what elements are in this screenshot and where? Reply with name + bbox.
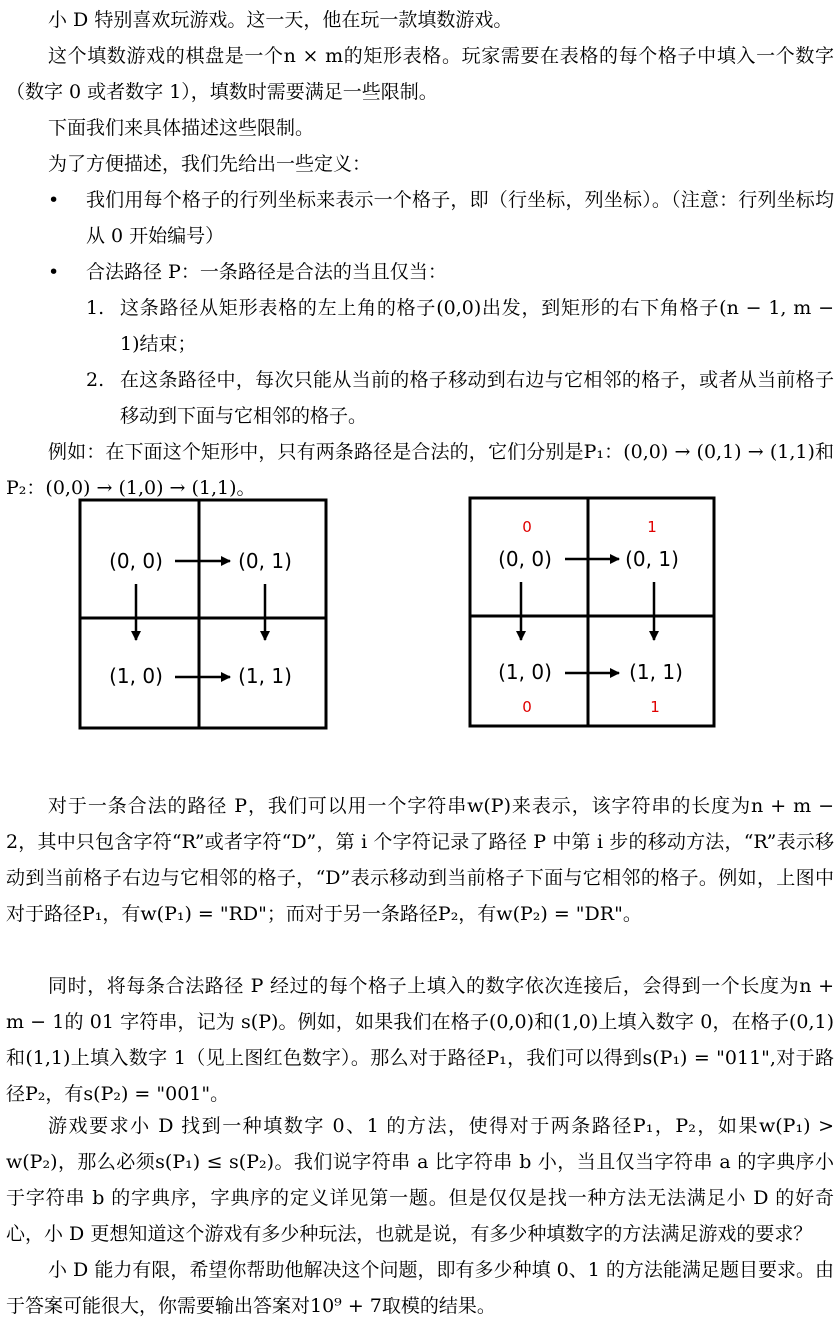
example-paths: 例如：在下面这个矩形中，只有两条路径是合法的，它们分别是P₁：(0,0) → (0,1) → (1,1)和P₂：(0,0) → (1,0) → (1,1)。 (6, 441, 834, 499)
cell-label: (0, 1) (238, 549, 292, 573)
path-string-definition: 对于一条合法的路径 P，我们可以用一个字符串w(P)来表示，该字符串的长度为n + m − 2，其中只包含字符“R”或者字符“D”，第 i 个字符记录了路径 P 中第 i 步的移动方法，“R”表示移动到当前格子右边与它相邻的格子，“D”表示移动到当前格子下面与它相邻的格子。例如，上图中对于路径P₁，有w(P₁) = "RD"；而对于另一条路径P₂，有w(P₂) = "DR"。 (6, 795, 834, 925)
left-grid (80, 500, 326, 728)
list-number: 2. (86, 369, 105, 391)
cell-label: (1, 1) (238, 664, 292, 688)
bullet-legal-path: 合法路径 P：一条路径是合法的当且仅当： (86, 261, 447, 283)
list-number: 1. (86, 297, 105, 319)
constraints-intro: 下面我们来具体描述这些限制。 (48, 117, 315, 139)
rule-moves: 在这条路径中，每次只能从当前的格子移动到右边与它相邻的格子，或者从当前格子移动到下面与它相邻的格子。 (120, 369, 834, 427)
right-grid (470, 498, 714, 726)
red-digit: 0 (522, 698, 532, 716)
cell-label: (0, 1) (625, 547, 679, 571)
red-digit: 0 (522, 518, 532, 536)
definitions-intro: 为了方便描述，我们先给出一些定义： (48, 153, 372, 175)
bullet-dot: • (48, 261, 60, 283)
intro-paragraph: 小 D 特别喜欢玩游戏。这一天，他在玩一款填数游戏。 (48, 9, 513, 31)
grid-figures (0, 480, 840, 750)
cell-label: (0, 0) (498, 547, 552, 571)
rule-start-end: 这条路径从矩形表格的左上角的格子(0,0)出发，到矩形的右下角格子(n − 1, m − 1)结束； (120, 297, 834, 355)
game-requirement: 游戏要求小 D 找到一种填数字 0、1 的方法，使得对于两条路径P₁，P₂，如果w(P₁) > w(P₂)，那么必须s(P₁) ≤ s(P₂)。我们说字符串 a 比字符串 b 小，当且仅当字符串 a 的字典序小于字符串 b 的字典序，字典序的定义详见第一题。但是仅仅是找一种方法无法满足小 D 的好奇心，小 D 更想知道这个游戏有多少种玩法，也就是说，有多少种填数字的方法满足游戏的要求？ (6, 1115, 834, 1245)
cell-label: (1, 0) (498, 660, 552, 684)
red-digit: 1 (650, 698, 660, 716)
cell-label: (1, 1) (629, 660, 683, 684)
task-statement: 小 D 能力有限，希望你帮助他解决这个问题，即有多少种填 0、1 的方法能满足题目要求。由于答案可能很大，你需要输出答案对10⁹ + 7取模的结果。 (6, 1259, 834, 1317)
red-digit: 1 (647, 518, 657, 536)
cell-label: (0, 0) (109, 549, 163, 573)
bullet-dot: • (48, 189, 60, 211)
cell-label: (1, 0) (109, 664, 163, 688)
bullet-coordinates: 我们用每个格子的行列坐标来表示一个格子，即（行坐标，列坐标）。（注意：行列坐标均从 0 开始编号） (86, 189, 834, 247)
board-description: 这个填数游戏的棋盘是一个n × m的矩形表格。玩家需要在表格的每个格子中填入一个数字（数字 0 或者数字 1），填数时需要满足一些限制。 (6, 45, 834, 103)
s-string-definition: 同时，将每条合法路径 P 经过的每个格子上填入的数字依次连接后，会得到一个长度为n + m − 1的 01 字符串，记为 s(P)。例如，如果我们在格子(0,0)和(1,0)上填入数字 0，在格子(0,1)和(1,1)上填入数字 1（见上图红色数字）。那么对于路径P₁，我们可以得到s(P₁) = "011",对于路径P₂，有s(P₂) = "001"。 (6, 975, 834, 1105)
